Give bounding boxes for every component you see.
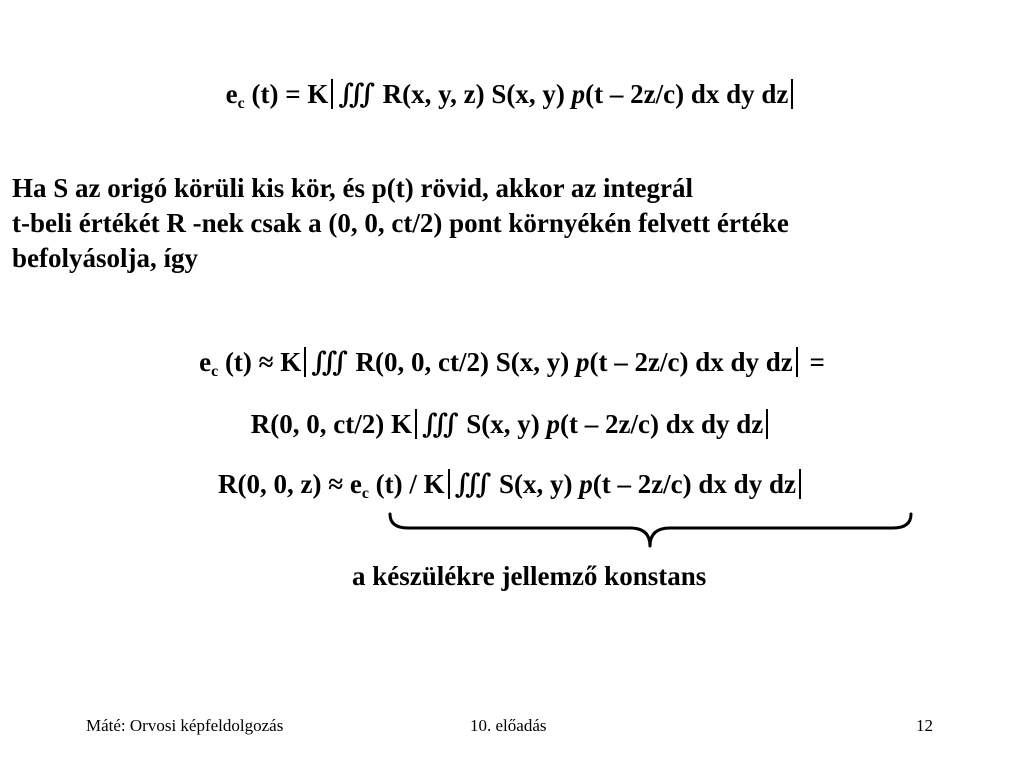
eq3-tail: (t – 2z/c) dx dy dz	[560, 409, 764, 439]
eq4-part: R(0, 0, z) ≈ e	[218, 469, 362, 499]
equation-3	[0, 408, 1024, 440]
eq1-part: (t) = K	[244, 79, 329, 109]
eq1-integrand: ∭ R(x, y, z) S(x, y)	[338, 79, 572, 109]
eq4-tail: (t – 2z/c) dx dy dz	[592, 469, 796, 499]
abs-bar-right	[766, 409, 768, 439]
eq4-subscript: c	[361, 485, 369, 502]
explanation-paragraph	[12, 171, 1022, 276]
eq3-part: R(0, 0, ct/2) K	[250, 409, 412, 439]
eq2-end: =	[802, 347, 825, 377]
eq4-integrand: ∭ S(x, y)	[454, 469, 580, 499]
abs-bar-left	[448, 469, 450, 499]
abs-bar-left	[304, 347, 306, 377]
abs-bar-right	[796, 347, 798, 377]
eq2-lhs: e	[199, 347, 212, 377]
eq1-tail: (t – 2z/c) dx dy dz	[585, 79, 789, 109]
eq2-part: (t) ≈ K	[218, 347, 302, 377]
eq2-lhs-subscript: c	[211, 363, 219, 380]
paragraph-line-3: befolyásolja, így	[12, 243, 198, 273]
eq3-p: p	[546, 409, 561, 439]
footer-lecture: 10. előadás	[470, 716, 547, 735]
abs-bar-left	[415, 409, 417, 439]
equation-4	[0, 468, 1024, 500]
equation-1	[0, 78, 1024, 110]
eq1-p: p	[571, 79, 586, 109]
eq2-tail: (t – 2z/c) dx dy dz	[589, 347, 793, 377]
eq3-integrand: ∭ S(x, y)	[421, 409, 547, 439]
abs-bar-right	[791, 79, 793, 109]
paragraph-line-1: Ha S az origó körüli kis kör, és p(t) rövid, akkor az integrál	[12, 173, 694, 203]
abs-bar-right	[799, 469, 801, 499]
equation-2	[0, 346, 1024, 378]
abs-bar-left	[331, 79, 333, 109]
paragraph-line-2: t-beli értékét R -nek csak a (0, 0, ct/2) pont környékén felvett értéke	[12, 208, 789, 238]
eq4-part2: (t) / K	[368, 469, 445, 499]
brace-note: a készülékre jellemző konstans	[352, 561, 707, 591]
eq2-p: p	[576, 347, 590, 377]
curly-brace	[388, 512, 913, 548]
eq1-lhs: e	[225, 79, 238, 109]
footer-page-number: 12	[916, 716, 933, 735]
eq2-integrand: ∭ R(0, 0, ct/2) S(x, y)	[311, 347, 577, 377]
footer-author-course: Máté: Orvosi képfeldolgozás	[86, 716, 284, 735]
eq4-p: p	[579, 469, 593, 499]
eq1-lhs-subscript: c	[237, 95, 245, 112]
